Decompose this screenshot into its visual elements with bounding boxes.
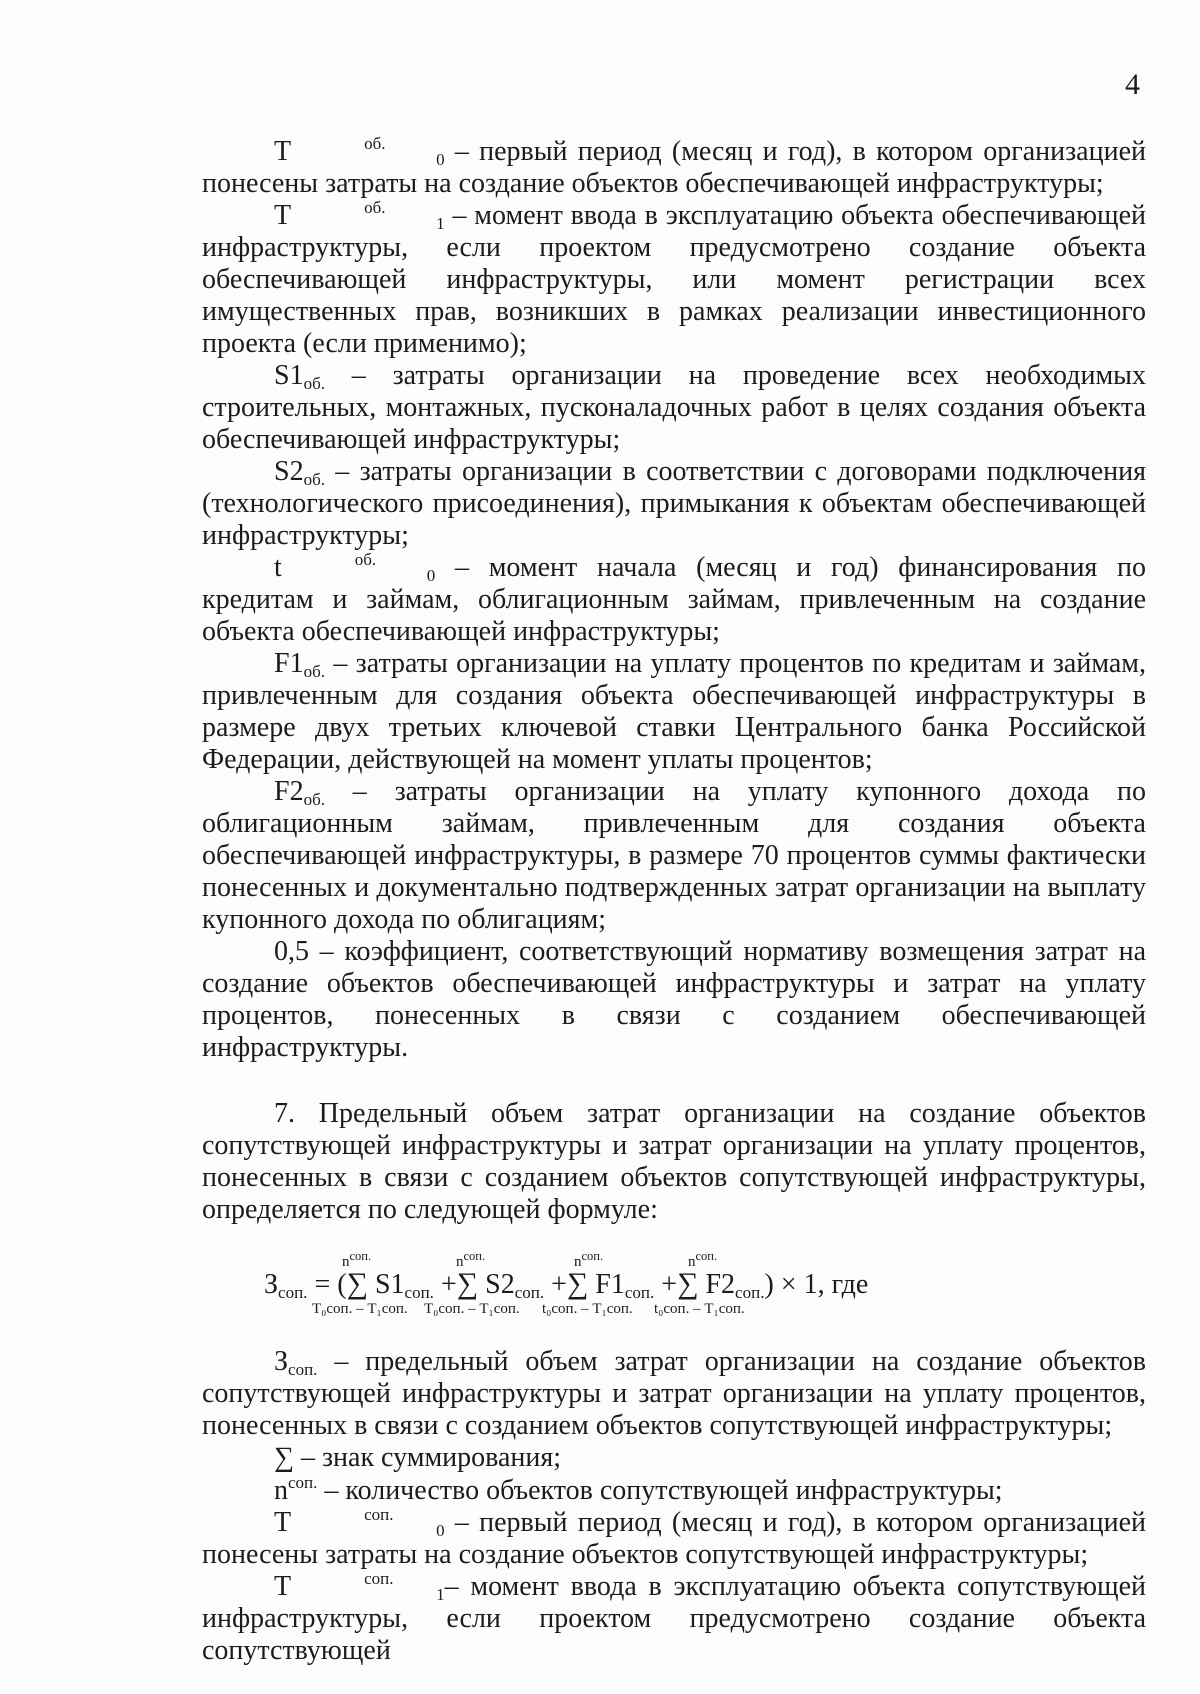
sum-lower-limit: t₀соп. – T₁соп.: [654, 1301, 745, 1317]
document-body: [202, 136, 1146, 1667]
definition-text: – затраты организации на уплату процентов по кредитам и займам, привлеченным для создания объекта обеспечивающей инфраструктуры в размере двух третьих ключевой ставки Центрального банка Российской Федерации, действующей на момент уплаты процентов;: [202, 648, 1146, 775]
formula-equals: = (: [307, 1269, 347, 1300]
definition-t0-ob: [202, 136, 1146, 200]
sum-sign: ∑: [677, 1267, 699, 1300]
definition-s2-ob: [202, 456, 1146, 552]
definition-text: – предельный объем затрат организации на создание объектов сопутствующей инфраструктуры и затрат организации на уплату процентов, понесенных в связи с созданием объектов сопутствующей инфраструктуры;: [202, 1346, 1146, 1441]
symbol: T об. 1: [274, 198, 445, 233]
symbol: $S2_{об.}$: [274, 456, 325, 489]
definition-coefficient: [202, 936, 1146, 1064]
definition-text: – коэффициент, соответствующий нормативу возмещения затрат на создание объектов обеспечивающей инфраструктуры и затрат на уплату процентов, понесенных в связи с созданием обеспечивающей инфраструктуры.: [202, 936, 1146, 1063]
symbol: t об. 0: [274, 550, 436, 585]
definition-t1-sop: [202, 1571, 1146, 1667]
formula-term-f2: $F2_{соп.}) \times 1$, где: [705, 1269, 869, 1302]
section-7-paragraph: 7. Предельный объем затрат организации на создание объектов сопутствующей инфраструктуры и затрат организации на уплату процентов, понесенных в связи с созданием объектов сопутствующей инфраструктуры, определяется по следующей формуле:: [202, 1098, 1146, 1225]
definition-text: – затраты организации на уплату купонного дохода по облигационным займам, привлеченным для создания объекта обеспечивающей инфраструктуры, в размере 70 процентов суммы фактически понесенных и документально подтвержденных затрат организации на выплату купонного дохода по облигациям;: [202, 776, 1146, 935]
sum-lower-limit: t₀соп. – T₁соп.: [542, 1301, 633, 1317]
sum-sign: ∑: [346, 1267, 368, 1300]
formula-line: [264, 1268, 868, 1301]
formula-block: [202, 1240, 1146, 1332]
symbol: ∑: [274, 1442, 294, 1473]
symbol: 0,5: [274, 936, 309, 967]
symbol: $З_{соп.}$: [274, 1346, 318, 1379]
sum-lower-limit: T₀соп. – T₁соп.: [424, 1301, 520, 1317]
definition-text: – первый период (месяц и год), в котором организацией понесены затраты на создание объектов обеспечивающей инфраструктуры;: [202, 136, 1146, 199]
definition-f2-ob: [202, 776, 1146, 936]
definition-n-sop: [202, 1474, 1146, 1507]
definition-z-sop: [202, 1346, 1146, 1442]
definition-sum-sign: [202, 1442, 1146, 1474]
sum-upper-limit: $n^{соп.}$: [688, 1249, 718, 1270]
page-number: 4: [1125, 68, 1140, 101]
sum-lower-limit: T₀соп. – T₁соп.: [312, 1301, 408, 1317]
formula-term-s2: $S2_{соп.}$ +: [485, 1269, 567, 1302]
sum-sign: ∑: [566, 1267, 589, 1300]
spacer: [202, 1064, 1146, 1098]
sum-sign: ∑: [456, 1267, 479, 1300]
definition-text: – затраты организации в соответствии с договорами подключения (технологического присоединения), примыкания к объектам обеспечивающей инфраструктуры;: [202, 456, 1146, 551]
formula-lhs: $З_{соп.}$: [264, 1269, 308, 1302]
definition-text: – знак суммирования;: [293, 1442, 562, 1473]
definition-f1-ob: [202, 648, 1146, 776]
formula-term-s1: $S1_{соп.}$ +: [374, 1269, 457, 1302]
symbol: $S1_{об.}$: [274, 360, 325, 393]
symbol: $F2_{об.}$: [274, 776, 325, 809]
symbol: T соп. 0: [274, 1505, 445, 1540]
definition-t1-ob: [202, 200, 1146, 360]
definition-s1-ob: [202, 360, 1146, 456]
sum-upper-limit: $n^{соп.}$: [574, 1249, 604, 1270]
definition-text: – первый период (месяц и год), в котором организацией понесены затраты на создание объектов сопутствующей инфраструктуры;: [202, 1507, 1146, 1570]
definition-text: – количество объектов сопутствующей инфраструктуры;: [317, 1475, 1003, 1506]
definition-text: – момент ввода в эксплуатацию объекта обеспечивающей инфраструктуры, если проектом предусмотрено создание объекта обеспечивающей инфраструктуры, или момент регистрации всех имущественных прав, возникших в рамках реализации инвестиционного проекта (если применимо);: [202, 200, 1146, 359]
sum-upper-limit: $n^{соп.}$: [342, 1249, 372, 1270]
definition-t0-sop: [202, 1507, 1146, 1571]
symbol: $F1_{об.}$: [274, 648, 325, 681]
definition-text: – затраты организации на проведение всех необходимых строительных, монтажных, пусконаладочных работ в целях создания объекта обеспечивающей инфраструктуры;: [202, 360, 1146, 455]
symbol: T об. 0: [274, 134, 445, 169]
symbol: T соп. 1: [274, 1569, 445, 1604]
definition-text: – момент начала (месяц и год) финансирования по кредитам и займам, облигационным займам, привлеченным на создание объекта обеспечивающей инфраструктуры;: [202, 552, 1146, 647]
sum-upper-limit: $n^{соп.}$: [456, 1249, 486, 1270]
formula-term-f1: $F1_{соп.}$ +: [595, 1269, 678, 1302]
definition-text: – момент ввода в эксплуатацию объекта сопутствующей инфраструктуры, если проектом предусмотрено создание объекта сопутствующей: [202, 1571, 1146, 1666]
definition-t0-small-ob: [202, 552, 1146, 648]
symbol: $n^{соп.}$: [274, 1473, 318, 1506]
